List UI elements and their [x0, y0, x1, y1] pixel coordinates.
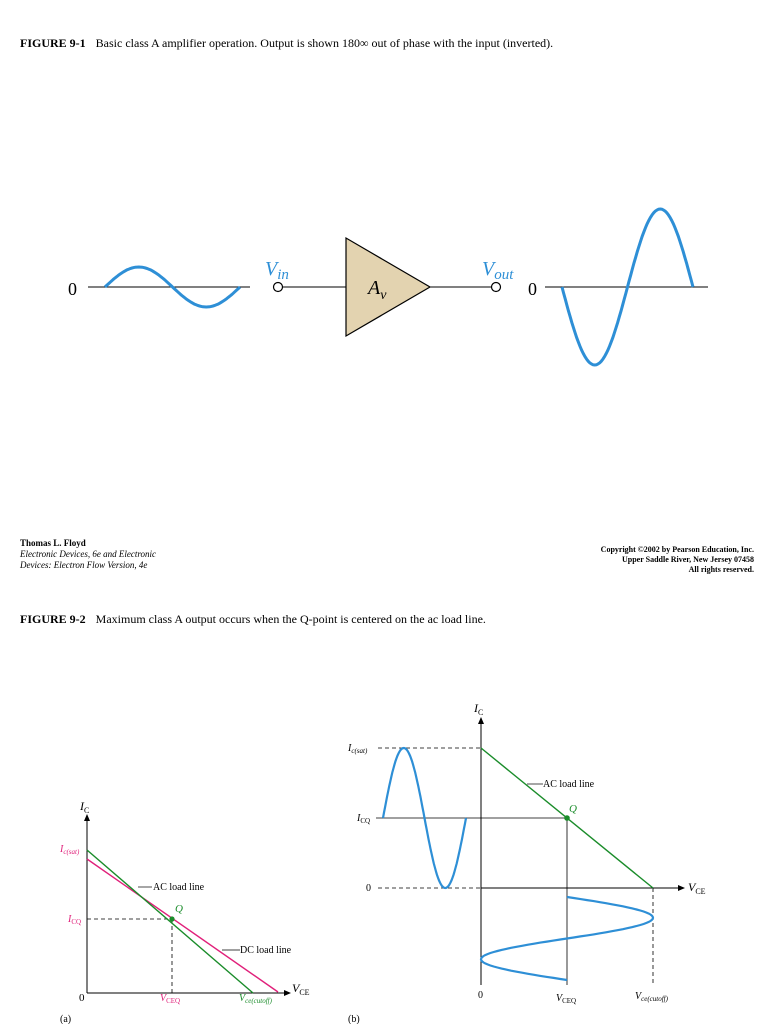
book-title-line-2: Devices: Electron Flow Version, 4e — [20, 560, 148, 570]
b-vcecutoff-label: $V_{ce(cutoff)}$ — [635, 991, 668, 1003]
vin-label: $V_{in}$ — [265, 258, 289, 283]
a-zero-label: 0 — [79, 992, 85, 1004]
b-q-point — [564, 815, 570, 821]
a-panel-label: (a) — [60, 1014, 72, 1024]
book-title-line-1: Electronic Devices, 6e and Electronic — [20, 549, 157, 559]
input-zero-label: 0 — [68, 279, 77, 299]
amplifier-gain-label: $A_v$ — [368, 277, 387, 303]
b-q-label: Q — [569, 803, 577, 815]
b-icq-label: $I_{CQ}$ — [357, 813, 371, 825]
a-icsat-label: $I_{c(sat)}$ — [60, 844, 80, 856]
author-name: Thomas L. Floyd — [20, 538, 86, 548]
b-ac-load-line-label: AC load line — [543, 779, 595, 790]
a-q-label: Q — [175, 903, 183, 915]
b-zero-left-label: 0 — [366, 883, 371, 894]
figure-9-2-caption-text: Maximum class A output occurs when the Q-point is centered on the ac load line. — [95, 612, 486, 626]
a-vce-label: $V_{CE}$ — [292, 981, 310, 997]
b-vceq-label: $V_{CEQ}$ — [556, 993, 577, 1005]
figure-9-1-number: FIGURE 9-1 — [20, 36, 86, 50]
a-icq-label: $I_{CQ}$ — [68, 914, 82, 926]
b-icsat-label: $I_{c(sat)}$ — [348, 743, 368, 755]
copyright-line-3: All rights reserved. — [688, 565, 754, 574]
b-panel-label: (b) — [348, 1014, 360, 1024]
copyright-line-2: Upper Saddle River, New Jersey 07458 — [622, 555, 754, 564]
vout-label: $V_{out}$ — [482, 258, 514, 283]
a-ac-load-line-label: AC load line — [153, 882, 205, 893]
b-zero-bottom-label: 0 — [478, 990, 483, 1001]
figure-9-2-number: FIGURE 9-2 — [20, 612, 86, 626]
a-ic-label: $I_C$ — [80, 799, 90, 815]
figure-9-1-caption-text: Basic class A amplifier operation. Output is shown 180∞ out of phase with the input (inverted). — [95, 36, 554, 50]
a-vceq-label: $V_{CEQ}$ — [160, 993, 181, 1005]
a-vcecutoff-label: $V_{ce(cutoff)}$ — [239, 993, 272, 1005]
a-dc-load-line-label: DC load line — [240, 945, 292, 956]
copyright-line-1: Copyright ©2002 by Pearson Education, Inc. — [600, 545, 754, 554]
b-vce-label: $V_{CE}$ — [688, 880, 706, 896]
b-ic-label: $I_C$ — [474, 701, 484, 717]
output-zero-label: 0 — [528, 279, 537, 299]
